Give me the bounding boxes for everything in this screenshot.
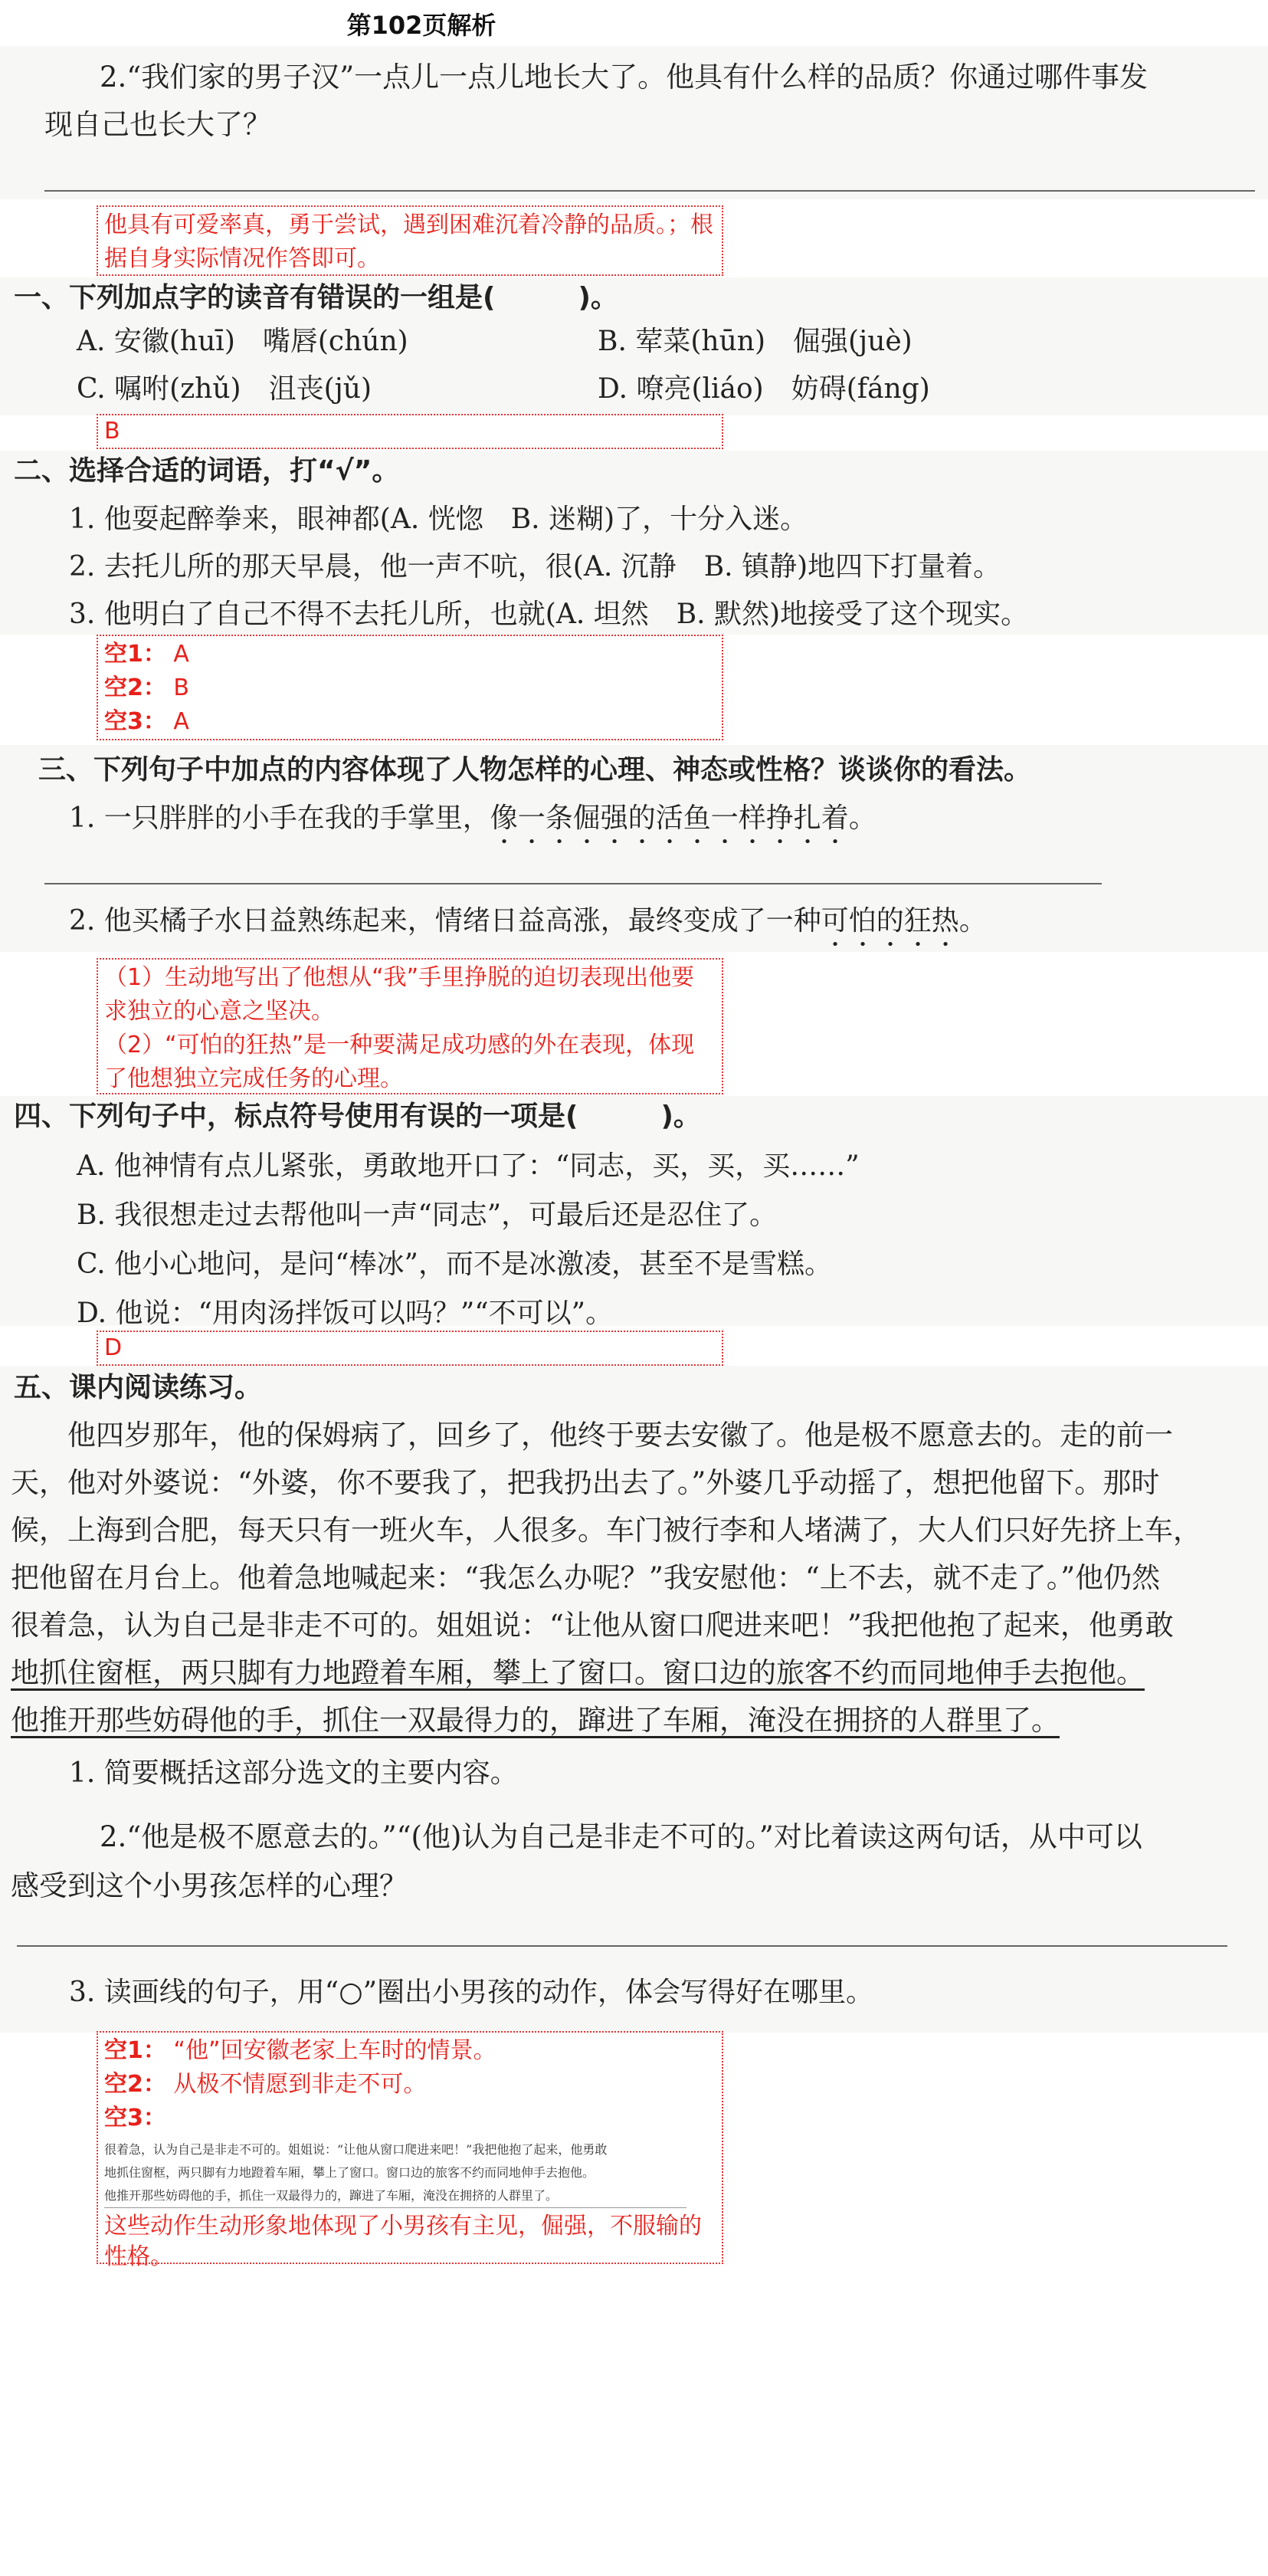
section5-question-2: 2.“他是极不愿意去的。”“(他)认为自己是非走不可的。”对比着读这两句话，从中可以	[100, 1820, 1142, 1853]
section4-option-a: A. 他神情有点儿紧张，勇敢地开口了：“同志，买，买，买……”	[77, 1150, 860, 1182]
section5-heading: 五、课内阅读练习。	[14, 1372, 263, 1403]
passage-line-6: 地抓住窗框，两只脚有力地蹬着车厢，攀上了窗口。窗口边的旅客不约而同地伸手去抱他。	[11, 1656, 1145, 1689]
section3-answer-1: （1）生动地写出了他想从“我”手里挣脱的迫切表现出他要求独立的心意之坚决。	[104, 964, 695, 1025]
section3-answer-box	[97, 958, 723, 1094]
thumb-line-3: 他推开那些妨碍他的手，抓住一双最得力的，蹿进了车厢，淹没在拥挤的人群里了。	[104, 2188, 559, 2203]
section2-item-2: 2. 去托儿所的那天早晨，他一声不吭，很(A. 沉静 B. 镇静)地四下打量着。	[69, 551, 1001, 582]
thumb-line-1: 很着急，认为自己是非走不可的。姐姐说：“让他从窗口爬进来吧！”我把他抱了起来，他勇敢	[104, 2142, 608, 2157]
dotted-phrase-1: 像一条倔强的活鱼一样挣扎着	[490, 802, 849, 834]
section5-final-answer: 这些动作生动形象地体现了小男孩有主见，倔强，不服输的性格。	[104, 2213, 702, 2270]
section1-option-c: C. 嘱咐(zhǔ) 沮丧(jǔ)	[77, 373, 372, 405]
section4-answer-box	[97, 1331, 723, 1366]
answer-line	[44, 190, 1255, 192]
section1-option-a: A. 安徽(huī) 嘴唇(chún)	[77, 326, 408, 357]
section3-item-1: 1. 一只胖胖的小手在我的手掌里，像一条倔强的活鱼一样挣扎着。	[69, 802, 876, 834]
page-title: 第102页解析	[346, 11, 496, 40]
passage-line-5: 很着急，认为自己是非走不可的。姐姐说：“让他从窗口爬进来吧！”我把他抱了起来，他勇敢	[11, 1609, 1174, 1642]
passage-line-1: 他四岁那年，他的保姆病了，回乡了，他终于要去安徽了。他是极不愿意去的。走的前一	[11, 1419, 1173, 1452]
section3-answer-2: （2）“可怕的狂热”是一种要满足成功感的外在表现，体现了他想独立完成任务的心理。	[104, 1032, 695, 1092]
passage-line-7: 他推开那些妨碍他的手，抓住一双最得力的，蹿进了车厢，淹没在拥挤的人群里了。	[11, 1704, 1060, 1737]
section2-answer-2: 空2： B	[104, 674, 190, 701]
section5-question-1: 1. 简要概括这部分选文的主要内容。	[69, 1757, 518, 1789]
section4-option-b: B. 我很想走过去帮他叫一声“同志”，可最后还是忍住了。	[77, 1199, 778, 1231]
section2-answer-1: 空1： A	[104, 641, 189, 668]
q2-answer-box	[97, 205, 723, 276]
section5-answer-2: 空2： 从极不情愿到非走不可。	[104, 2071, 427, 2098]
q2-line2: 现自己也长大了？	[44, 108, 271, 141]
section5-answer-box	[97, 2031, 723, 2270]
section2-answer-box	[97, 635, 723, 740]
thumb-line-2: 地抓住窗框，两只脚有力地蹬着车厢，攀上了窗口。窗口边的旅客不约而同地伸手去抱他。	[104, 2165, 595, 2180]
q2-answer: 他具有可爱率真，勇于尝试，遇到困难沉着冷静的品质。；根据自身实际情况作答即可。	[104, 212, 713, 272]
section1-option-d: D. 嘹亮(liáo) 妨碍(fáng)	[598, 373, 930, 405]
section3-heading: 三、下列句子中加点的内容体现了人物怎样的心理、神态或性格？谈谈你的看法。	[38, 754, 1032, 786]
section2-item-3: 3. 他明白了自己不得不去托儿所，也就(A. 坦然 B. 默然)地接受了这个现实。	[69, 599, 1029, 630]
section4-heading: 四、下列句子中，标点符号使用有误的一项是( )。	[14, 1101, 701, 1132]
section4-option-d: D. 他说：“用肉汤拌饭可以吗？”“不可以”。	[77, 1298, 614, 1329]
section5-question-3: 3. 读画线的句子，用“○”圈出小男孩的动作，体会写得好在哪里。	[69, 1977, 874, 2008]
q2-line1: 2.“我们家的男子汉”一点儿一点儿地长大了。他具有什么样的品质？你通过哪件事发	[100, 61, 1148, 94]
section5-answer-3: 空3：	[104, 2105, 166, 2131]
passage-line-3: 候，上海到合肥，每天只有一班火车，人很多。车门被行李和人堵满了，大人们只好先挤上车，	[11, 1514, 1201, 1547]
passage-line-4: 把他留在月台上。他着急地喊起来：“我怎么办呢？”我安慰他：“上不去，就不走了。”他仍然	[11, 1561, 1161, 1594]
dotted-phrase-2: 可怕的狂热	[821, 905, 959, 937]
section1-option-b: B. 荤菜(hūn) 倔强(juè)	[598, 326, 913, 357]
section1-heading: 一、下列加点字的读音有错误的一组是( )。	[14, 282, 618, 313]
section2-answer-3: 空3： A	[104, 708, 189, 735]
section1-answer-box	[97, 414, 723, 449]
section1-answer: B	[104, 418, 120, 445]
section2-item-1: 1. 他耍起醉拳来，眼神都(A. 恍惚 B. 迷糊)了，十分入迷。	[69, 504, 808, 535]
section5-answer-1: 空1： “他”回安徽老家上车时的情景。	[104, 2037, 496, 2064]
section2-heading: 二、选择合适的词语，打“√”。	[14, 455, 400, 487]
answer-line	[44, 883, 1102, 884]
section5-question-2-cont: 感受到这个小男孩怎样的心理？	[11, 1869, 408, 1902]
passage-line-2: 天，他对外婆说：“外婆，你不要我了，把我扔出去了。”外婆几乎动摇了，想把他留下。那时	[11, 1466, 1160, 1499]
annotated-passage-thumbnail	[104, 2138, 686, 2208]
section4-answer: D	[104, 1334, 123, 1361]
section4-option-c: C. 他小心地问，是问“棒冰”，而不是冰激凌，甚至不是雪糕。	[77, 1249, 832, 1280]
section3-item-2: 2. 他买橘子水日益熟练起来，情绪日益高涨，最终变成了一种可怕的狂热。	[69, 905, 987, 937]
answer-line	[17, 1945, 1227, 1947]
